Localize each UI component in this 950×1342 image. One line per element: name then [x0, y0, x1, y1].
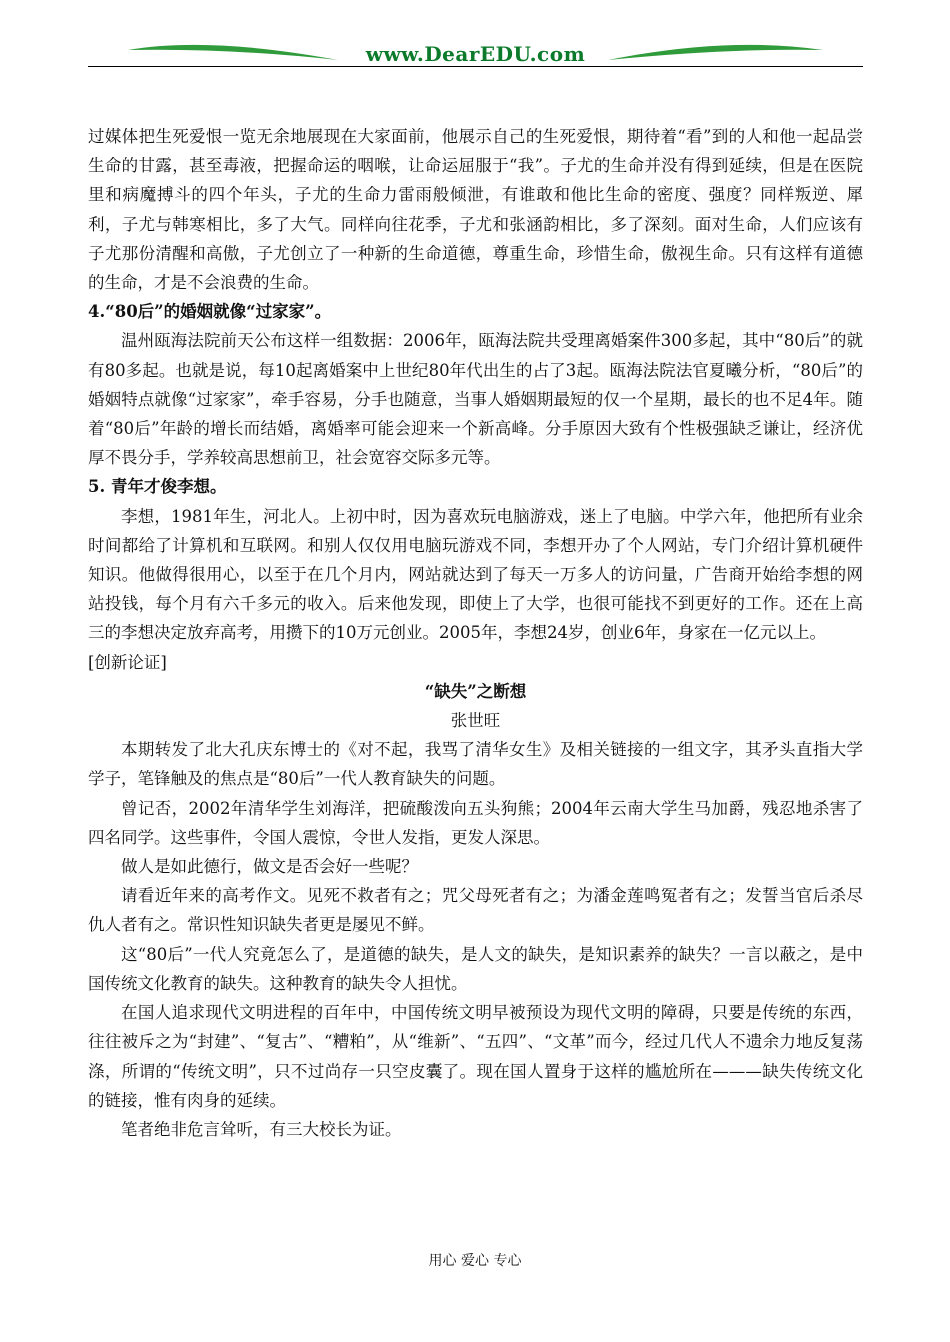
- page-footer: 用心 爱心 专心: [428, 1253, 522, 1269]
- document-body: [88, 122, 863, 1144]
- essay-paragraph: 做人是如此德行，做文是否会好一些呢？: [121, 857, 418, 877]
- essay-paragraph: 请看近年来的高考作文。见死不救者有之；咒父母死者有之；为潘金莲鸣冤者有之；发誓当官后杀尽仇人者有之。常识性知识缺失者更是屡见不鲜。: [88, 886, 863, 935]
- essay-author: 张世旺: [450, 711, 501, 731]
- essay-paragraph: 这“80后”一代人究竟怎么了，是道德的缺失，是人文的缺失，是知识素养的缺失？一言以蔽之，是中国传统文化教育的缺失。这种教育的缺失令人担忧。: [88, 944, 863, 993]
- paragraph-lixiang: 李想，1981年生，河北人。上初中时，因为喜欢玩电脑游戏，迷上了电脑。中学六年，他把所有业余时间都给了计算机和互联网。和别人仅仅用电脑玩游戏不同，李想开办了个人网站，专门介绍计算机硬件知识。他做得很用心，以至于在几个月内，网站就达到了每天一万多人的访问量，广告商开始给李想的网站投钱，每个月有六千多元的收入。后来他发现，即使上了大学，也很可能找不到更好的工作。还在上高三的李想决定放弃高考，用攒下的10万元创业。2005年，李想24岁，创业6年，身家在一亿元以上。: [88, 506, 863, 643]
- header-divider: [88, 66, 863, 67]
- essay-paragraph: 笔者绝非危言耸听，有三大校长为证。: [121, 1119, 402, 1139]
- essay-paragraph: 曾记否，2002年清华学生刘海洋，把硫酸泼向五头狗熊；2004年云南大学生马加爵，残忍地杀害了四名同学。这些事件，令国人震惊，令世人发指，更发人深思。: [88, 798, 863, 847]
- essay-paragraph: 本期转发了北大孔庆东博士的《对不起，我骂了清华女生》及相关链接的一组文字，其矛头直指大学学子，笔锋触及的焦点是“80后”一代人教育缺失的问题。: [88, 740, 863, 789]
- paragraph-marriage: 温州瓯海法院前天公布这样一组数据：2006年，瓯海法院共受理离婚案件300多起，其中“80后”的就有80多起。也就是说，每10起离婚案中上世纪80年代出生的占了3起。瓯海法院法官夏曦分析，“80后”的婚姻特点就像“过家家”，牵手容易，分手也随意，当事人婚姻期最短的仅一个星期，最长的也不足4年。随着“80后”年龄的增长而结婚，离婚率可能会迎来一个新高峰。分手原因大致有个性极强缺乏谦让，经济优厚不畏分手，学养较高思想前卫，社会宽容交际多元等。: [88, 331, 863, 468]
- section-heading-4: 4.“80后”的婚姻就像“过家家”。: [88, 302, 332, 322]
- site-logo-text: www.DearEDU.com: [365, 42, 586, 66]
- paragraph-continuation: 过媒体把生死爱恨一览无余地展现在大家面前，他展示自己的生死爱恨，期待着“看”到的人和他一起品尝生命的甘露，甚至毒液，把握命运的咽喉，让命运屈服于“我”。子尤的生命并没有得到延续，但是在医院里和病魔搏斗的四个年头，子尤的生命力雷雨般倾泄，有谁敢和他比生命的密度、强度？同样叛逆、犀利，子尤与韩寒相比，多了大气。同样向往花季，子尤和张涵韵相比，多了深刻。面对生命，人们应该有子尤那份清醒和高傲，子尤创立了一种新的生命道德，尊重生命，珍惜生命，傲视生命。只有这样有道德的生命，才是不会浪费的生命。: [88, 127, 863, 293]
- essay-paragraph: 在国人追求现代文明进程的百年中，中国传统文明早被预设为现代文明的障碍，只要是传统的东西，往往被斥之为“封建”、“复古”、“糟粕”，从“维新”、“五四”、“文革”而今，经过几代人不遗余力地反复荡涤，所谓的“传统文明”，只不过尚存一只空皮囊了。现在国人置身于这样的尴尬所在———缺失传统文化的链接，惟有肉身的延续。: [88, 1003, 863, 1110]
- section-label: [创新论证]: [88, 652, 167, 672]
- section-heading-5: 5. 青年才俊李想。: [88, 477, 227, 497]
- essay-title: “缺失”之断想: [424, 681, 527, 701]
